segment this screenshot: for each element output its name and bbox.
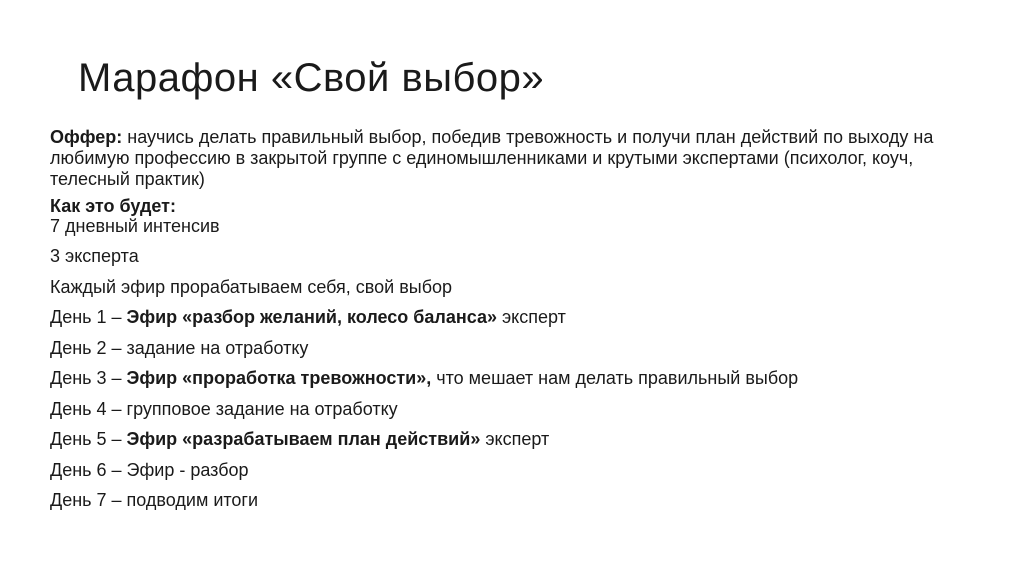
list-item-text: День 2 – задание на отработку xyxy=(50,337,309,358)
list-item-text: Каждый эфир прорабатываем себя, свой выбор xyxy=(50,276,453,297)
list-item-day-4 xyxy=(50,398,980,429)
program-list xyxy=(50,245,980,520)
list-item xyxy=(50,276,980,307)
offer-text: научись делать правильный выбор, победив тревожность и получи план действий по выходу на любимую профессию в закрытой группе с единомышленниками и крутыми экспертами (психолог, коуч, телесный практик) xyxy=(50,127,934,189)
list-item-text: День 6 – Эфир - разбор xyxy=(50,459,249,480)
day-highlight: Эфир «разбор желаний, колесо баланса» xyxy=(126,307,497,327)
list-item-day-5 xyxy=(50,428,980,459)
offer-label: Оффер: xyxy=(50,127,123,147)
list-item-day-2 xyxy=(50,337,980,368)
day-suffix: эксперт xyxy=(497,307,566,327)
how-section xyxy=(50,196,980,236)
list-item-text: 3 эксперта xyxy=(50,246,139,266)
list-item-day-3 xyxy=(50,367,980,398)
day-highlight: Эфир «проработка тревожности», xyxy=(126,368,432,388)
list-item-text: День 4 – групповое задание на отработку xyxy=(50,398,398,419)
day-suffix: что мешает нам делать правильный выбор xyxy=(431,368,799,388)
list-item-day-7 xyxy=(50,489,980,520)
offer-paragraph xyxy=(50,127,980,190)
day-prefix: День 3 – xyxy=(50,368,127,388)
slide-title: Марафон «Свой выбор» xyxy=(78,56,545,100)
day-suffix: эксперт xyxy=(480,429,550,449)
list-item xyxy=(50,245,980,276)
day-prefix: День 1 – xyxy=(50,307,127,327)
how-heading: Как это будет: xyxy=(50,196,176,216)
list-item-day-6 xyxy=(50,459,980,490)
day-highlight: Эфир «разрабатываем план действий» xyxy=(126,429,481,449)
how-first-line: 7 дневный интенсив xyxy=(50,216,220,236)
day-prefix: День 5 – xyxy=(50,429,127,449)
list-item-day-1 xyxy=(50,306,980,337)
list-item-text: День 7 – подводим итоги xyxy=(50,490,259,510)
